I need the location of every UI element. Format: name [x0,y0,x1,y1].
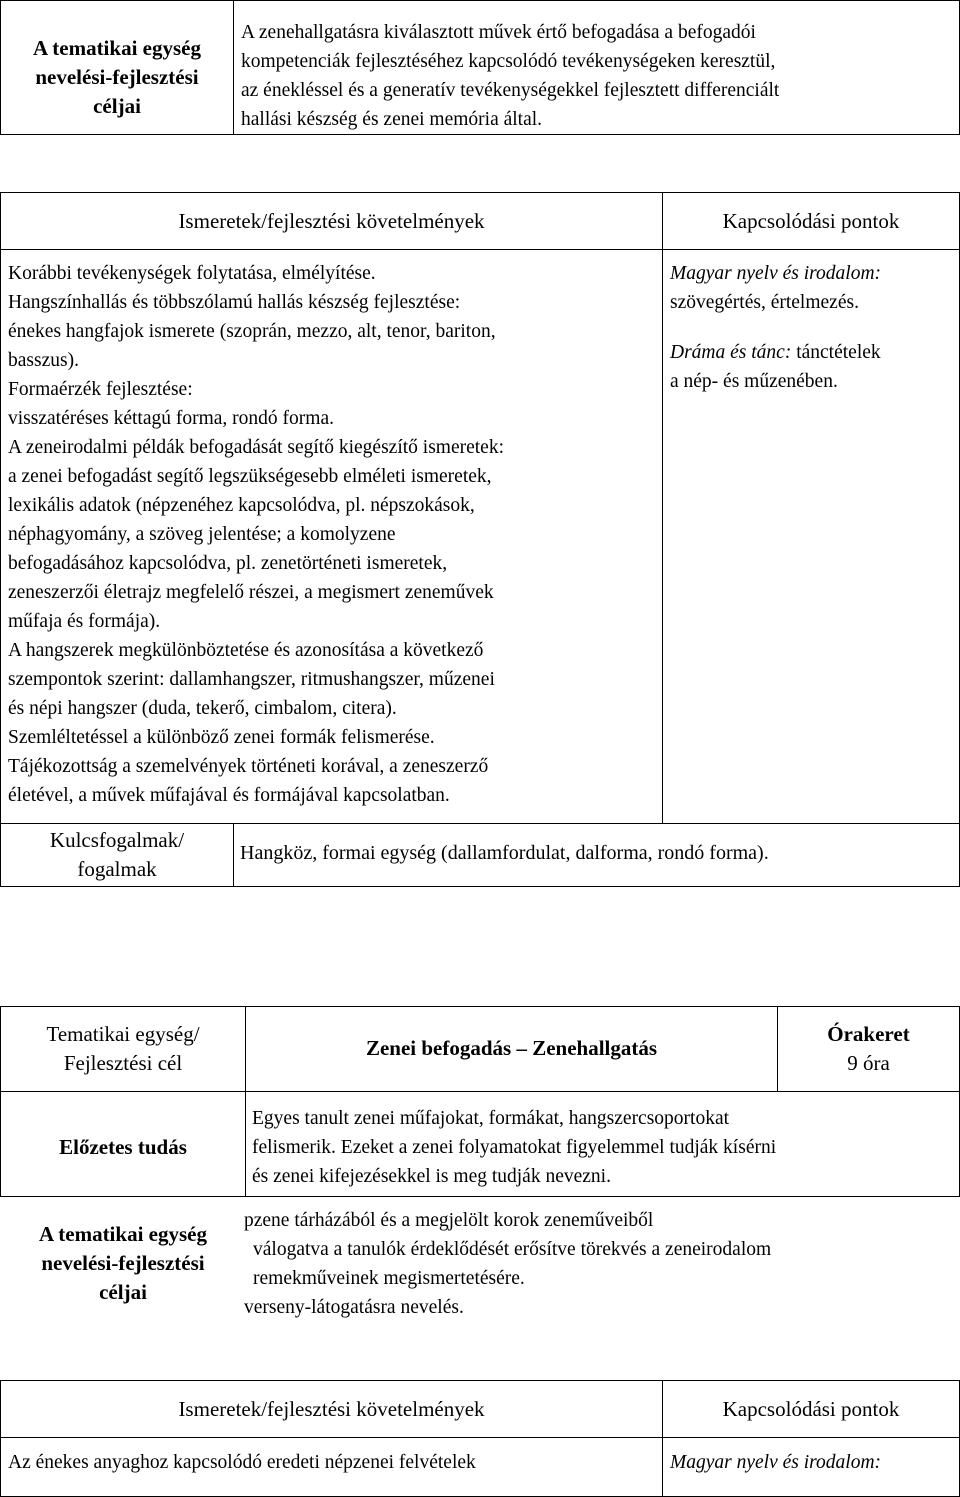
requirements-header: Ismeretek/fejlesztési követelmények [0,192,663,250]
subject-drama: Dráma és tánc: tánctételek [670,342,881,363]
unit-title: Zenei befogadás – Zenehallgatás [365,1036,658,1060]
subject-hungarian: Magyar nyelv és irodalom: [670,263,882,284]
links-header-2: Kapcsolódási pontok [662,1380,960,1438]
links-text: Magyar nyelv és irodalom: szövegértés, értelmezés. Dráma és tánc: tánctételek a nép- és műzenében. [670,259,955,396]
unit-goals-label: A tematikai egység nevelési-fejlesztési céljai [39,1222,207,1304]
unit-label: Tematikai egység/ Fejlesztési cél [46,1022,200,1075]
unit-goals-text: pzene tárházából és a megjelölt korok zeneműveiből válogatva a tanulók érdeklődését erősítve törekvés a zeneirodalom remekműveinek megismertetésére. verseny-látogatásra nevelés. [244,1210,772,1318]
links-header: Kapcsolódási pontok [662,192,960,250]
requirements-first-line: Az énekes anyaghoz kapcsolódó eredeti népzenei felvételek [8,1452,476,1473]
goals-text: A zenehallgatásra kiválasztott művek értő befogadása a befogadói kompetenciák fejlesztéséhez kapcsolódó tevékenységeken keresztül, az énekléssel és a generatív tevékenységekkel fejlesztett differenciált hallási készség és zenei memória által. [241,22,780,130]
key-concepts-label: Kulcsfogalmak/ fogalmak [49,828,185,881]
key-concepts-text: Hangköz, formai egység (dallamfordulat, dalforma, rondó forma). [240,842,769,864]
requirements-text: Korábbi tevékenységek folytatása, elmélyítése. Hangszínhallás és többszólamú hallás készség fejlesztése: énekes hangfajok ismerete (szoprán, mezzo, alt, tenor, bariton, basszus). Formaérzék fejlesztése: visszatéréses kéttagú forma, rondó forma. A zeneirodalmi példák befogadását segítő kiegészítő ismeretek: a zenei befogadást segítő legszükségesebb elméleti ismeretek, lexikális adatok (népzenéhez kapcsolódva, pl. népszokások, néphagyomány, a szöveg jelentése; a komolyzene befogadásához kapcsolódva, pl. zenetörténeti ismeretek, zeneszerzői életrajz megfelelő részei, a megismert zeneművek műfaja és formája). A hangszerek megkülönböztetése és azonosítása a következő szempontok szerint: dallamhangszer, ritmushangszer, műzenei és népi hangszer (duda, tekerő, cimbalom, citera). Szemléltetéssel a különböző zenei formák felismerése. Tájékozottság a szemelvények történeti korával, a zeneszerző életével, a művek műfajával és formájával kapcsolatban. [8,263,504,806]
links-first-line: Magyar nyelv és irodalom: [670,1452,882,1473]
prior-knowledge-label: Előzetes tudás [59,1135,187,1159]
hours: Órakeret 9 óra [827,1022,910,1075]
goals-label: A tematikai egység nevelési-fejlesztési céljai [33,36,201,118]
requirements-header-2: Ismeretek/fejlesztési követelmények [0,1380,663,1438]
prior-knowledge-text: Egyes tanult zenei műfajokat, formákat, hangszercsoportokat felismerik. Ezeket a zenei folyamatokat figyelemmel tudják kísérni és zenei kifejezésekkel is meg tudják nevezni. [252,1108,777,1187]
